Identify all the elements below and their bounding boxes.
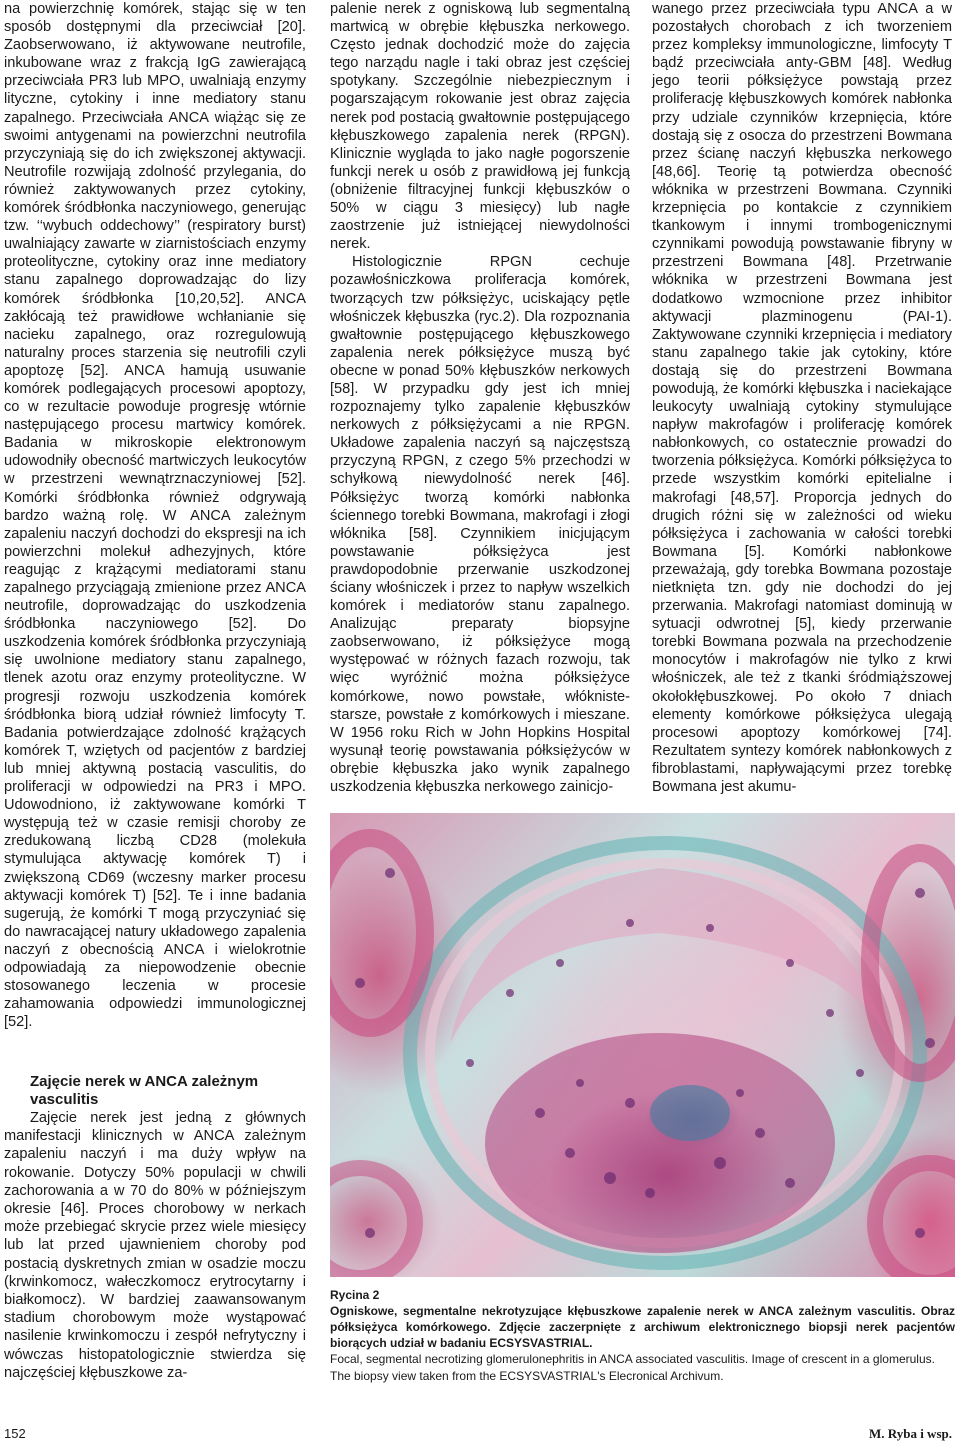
tubule-right	[870, 853, 955, 1073]
tubule-lower-left	[330, 1168, 415, 1277]
figure-label: Rycina 2	[330, 1288, 380, 1302]
caption-english: Focal, segmental necrotizing glomerulonephritis in ANCA associated vasculitis. Image of crescent in a glomerulus. The biopsy view taken from the ECSYSVASTRIAL's Elecronical Archivum.	[330, 1352, 935, 1383]
middle-column	[330, 0, 630, 796]
figure-caption	[330, 1287, 955, 1384]
middle-paragraph-1: palenie nerek z ogniskową lub segmentalną martwicą w obrębie kłębuszka nerkowego. Często jednak dochodzić może do zajęcia tego narządu nagle i taki obraz jest częściej spotykany. Szczególnie niebezpiecznym i pogarszającym rokowanie jest obraz zajęcia nerek pod postacią gwałtownie postępującego kłębuszkowego zapalenia nerek (RPGN). Klinicznie wygląda to jako nagłe pogorszenie funkcji nerek u osób z prawidłową jej funkcją (obniżenie filtracyjnej funkcji kłębuszków o 50% w ciągu 3 miesięcy) lub nagłe zaostrzenie już istniejącej niewydolności nerek.	[330, 1, 630, 253]
section-paragraph: Zajęcie nerek jest jedną z głównych manifestacji klinicznych w ANCA zależnym zapaleniu naczyń i ma duży wpływ na rokowanie. Dotyczy 50% populacji w chwili zachorowania a w 70 do 80% w późniejszym okresie [46]. Proces chorobowy w nerkach może przebiegać skrycie przez wiele miesięcy lub lat przed ujawnieniem choroby pod postacią dyskretnych zmian w osadzie moczu (krwinkomocz, wałeczkomocz erytrocytarny i białkomocz). W bardziej zaawansowanym stadium chorobowym może wystąpować nasilenie krwinkomoczu i zespół nefrytyczny i wówczas histopatologicznie stwierdza się najczęściej kłębuszkowe za-	[4, 1110, 306, 1381]
tubule-left	[330, 838, 425, 1028]
middle-paragraph-2: Histologicznie RPGN cechuje pozawłośniczkowa proliferacja komórek, tworzących tzw półksiężyc, uciskający pętle włośniczek kłębuszka (ryc.2). Dla rozpoznania gwałtownie postępującego kłębuszkowego zapalenia nerek półksiężyce muszą być obecne w ponad 50% kłębuszków nerkowych [58]. W przypadku gdy jest ich mniej rozpoznajemy tylko zapalenie kłębuszków nerkowych z półksiężycami a nie RPGN. Układowe zapalenia naczyń są najczęstszą przyczyną RPGN, z czego 5% przechodzi w schyłkową niewydolność nerek [46]. Półksiężyc tworzą komórki nabłonka ściennego torebki Bowmana, makrofagi i złogi włóknika [58]. Czynnikiem inicjującym powstawanie półksiężyca jest prawdopodobnie przerwanie uszkodzonej ściany włośniczek i przez to napływ wszelkich komórek i mediatorów stanu zapalnego. Analizując preparaty biopsyjne zaobserwowano, iż półksiężyce mogą występować w różnych fazach rozwoju, tak więc wyróżnić można półksiężyce komórkowe, nowo powstałe, włókniste-starsze, powstałe z komórkowych i mieszane. W 1956 roku Rich w John Hopkins Hospital wysunął teorię powstawania półksiężyców w obrębie kłębuszka jako wynik zapalnego uszkodzenia kłębuszka nerkowego zainicjo-	[330, 254, 630, 796]
histology-micrograph	[330, 813, 955, 1277]
right-column-text: wanego przez przeciwciała typu ANCA a w pozostałych chorobach z ich tworzeniem przez kompleksy immunologiczne, limfocyty T bądź przeciwciała anty-GBM [48]. Według jego teorii półksiężyce powstają przez proliferację kłębuszkowych komórek nabłonka przy udziale czynników krzepnięcia, które dostają się z osocza do przestrzeni Bowmana przez ścianę naczyń kłębuszka nerkowego [48,66]. Teorię tą potwierdza obecność włóknika w przestrzeni Bowmana. Czynniki krzepnięcia po kontakcie z czynnikiem tkankowym i innymi trombogenicznymi czynnikami powodują powstawanie fibryny w przestrzeni Bowmana [48]. Przetrwanie włóknika w przestrzeni Bowmana jest dodatkowo wzmocnione przez inhibitor aktywacji plazminogenu (PAI-1). Zaktywowane czynniki krzepnięcia i mediatory stanu zapalnego takie jak cytokiny, które dostają się do przestrzeni Bowmana powodują, że komórki kłębuszka i naciekające leukocyty uwalniają cytokiny stymulujące napływ makrofagów i proliferację komórek nabłonkowych, co ostatecznie prowadzi do tworzenia półksiężyca. Komórki półksiężyca to przede wszystkim komórki epitelialne i makrofagi [48,57]. Proporcja jednych do drugich różni się w zależności od wieku półksiężyca i zachowania w całości torebki Bowmana [5]. Komórki nabłonkowe przeważają, gdy torebka Bowmana pozostaje nietknięta tzn. gdy nie dochodzi do jej przerwania. Makrofagi natomiast dominują w sytuacji odwrotnej [5], kiedy przerwanie torebki Bowmana pozwala na przechodzenie monocytów i makrofagów nie tylko z krwi włośniczek, ale też z tkanki śródmiąższowej okołokłębuszkowej. Po około 7 dniach elementy komórkowe półksiężyca ulegają procesowi apoptozy komórkowej [74]. Rezultatem syntezy komórek nabłonkowych z fibroblastami, napływającymi przez torebkę Bowmana jest akumu-	[652, 1, 952, 796]
running-footer-authors: M. Ryba i wsp.	[869, 1426, 952, 1441]
left-column	[4, 0, 306, 1031]
glomerular-tuft	[485, 1033, 835, 1253]
section-title: Zajęcie nerek w ANCA zależnym vasculitis	[30, 1073, 259, 1108]
kidney-section	[4, 1073, 306, 1382]
caption-polish: Ogniskowe, segmentalne nekrotyzujące kłębuszkowe zapalenie nerek w ANCA zależnym vasculitis. Obraz półksiężyca komórkowego. Zdjęcie zaczerpnięte z archiwum elektronicznego biopsji nerek pacjentów biorących udział w badaniu ECSYSVASTRIAL.	[330, 1304, 955, 1350]
page-number: 152	[4, 1426, 26, 1441]
left-column-text: na powierzchnię komórek, stając się w ten sposób dostępnymi dla przeciwciał [20]. Zaobserwowano, iż aktywowane neutrofile, inkubowane wraz z frakcją IgG zawierającą przeciwciała PR3 lub MPO, uwalniają enzymy lityczne, cytokiny i inne mediatory stanu zapalnego. Przeciwciała ANCA wiążąc się ze swoimi antygenami na powierzchni neutrofila przyczyniają się do ich zwiększonej aktywacji. Neutrofile rozwijają zdolność przylegania, do również zaktywowanych przez cytokiny, komórek śródbłonka naczyniowego, generując tzw. ‘‘wybuch oddechowy’’ (respiratory burst) uwalniający zawarte w ziarnistościach enzymy proteolityczne, cytokiny oraz inne mediatory stanu zapalnego doprowadzając do lizy komórek śródbłonka [10,20,52]. ANCA zakłócają też prawidłowe wchłanianie się nacieku zapalnego, oraz rozregulowują naturalny proces starzenia się neutrofili czyli apoptozę [52]. ANCA hamują usuwanie komórek podlegających procesowi apoptozy, co w rezultacie powoduje progresję wtórnie następującego procesu martwicy komórek. Badania w mikroskopie elektronowym udowodniły obecność martwiczych leukocytów w przestrzeni wewnątrznaczyniowej [52]. Komórki śródbłonka również odgrywają bardzo ważną rolę. W ANCA zależnym zapaleniu naczyń dochodzi do ekspresji na ich powierzchni molekuł adhezyjnych, które reagując z krążącymi mediatorami stanu zapalnego przyciągają zmienione przez ANCA neutrofile, doprowadzając do uszkodzenia śródbłonka naczyniowego [52]. Do uszkodzenia komórek śródbłonka przyczyniają się uwolnione mediatory stanu zapalnego, tlenek azotu oraz enzymy proteolityczne. W progresji rozwoju uszkodzenia komórek śródbłonka biorą udział również limfocyty T. Badania potwierdzające zdolność krążących komórek T, wziętych od pacjentów z bardziej lub mniej aktywną postacią vasculitis, do proliferacji w odpowiedzi na PR3 i MPO. Udowodniono, iż zaktywowane komórki T występują też w czasie remisji choroby ze zredukowaną liczbą CD28 (molekuła stymulująca aktywację komórek T) i zwiększoną CD69 (wczesny marker procesu aktywacji komórek T) [52]. Te i inne badania sugerują, że komórki T mogą przyczyniać się do nawracającej natury układowego zapalenia naczyń z obecnością ANCA i wielokrotnie odpowiadają za niepowodzenie obecnie stosowanego leczenia w procesie zahamowania odpowiedzi immunologicznej [52].	[4, 1, 306, 1031]
right-column	[652, 0, 952, 796]
tubule-lower-right	[875, 1163, 955, 1277]
necrosis-focus	[650, 1085, 730, 1141]
micrograph-drawing	[330, 813, 955, 1277]
